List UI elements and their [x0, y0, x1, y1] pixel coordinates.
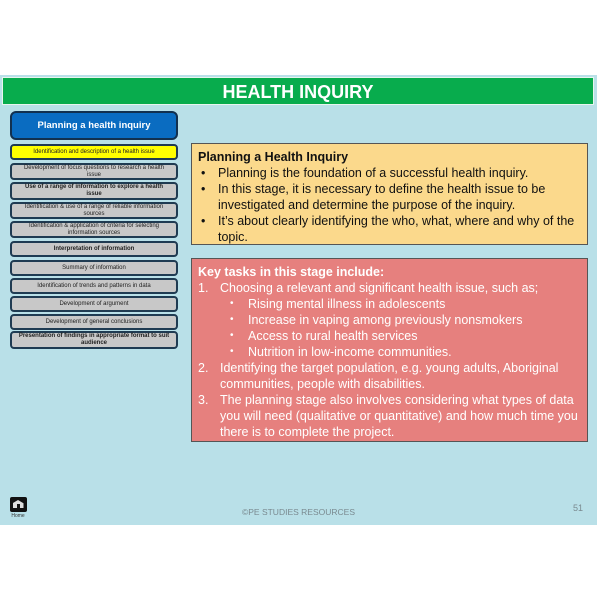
- nav-title-planning[interactable]: Planning a health inquiry: [10, 111, 178, 140]
- page-number: 51: [572, 503, 583, 513]
- nav-step-label: Development of argument: [59, 300, 129, 307]
- planning-info-box: [191, 143, 588, 245]
- planning-bullet: • Planning is the foundation of a successful health inquiry.: [198, 165, 581, 181]
- nav-step-7[interactable]: [10, 260, 178, 276]
- nav-step-2[interactable]: [10, 163, 178, 180]
- home-label: Home: [11, 513, 25, 519]
- key-tasks-box: [191, 258, 588, 442]
- health-issue-example: • Increase in vaping among previously nonsmokers: [198, 312, 581, 328]
- key-task-text: Identifying the target population, e.g. young adults, Aboriginal communities, people with disabilities.: [220, 361, 559, 391]
- key-tasks-title: Key tasks in this stage include:: [198, 265, 385, 279]
- nav-step-label: Identification of trends and patterns in data: [37, 282, 151, 289]
- planning-box-title: Planning a Health Inquiry: [198, 150, 349, 164]
- key-task-text: The planning stage also involves considering what types of data you will need (qualitative or quantitative) and how much time you there is to complete the project.: [220, 393, 578, 439]
- nav-step-4[interactable]: [10, 202, 178, 219]
- health-issue-examples: [198, 296, 581, 360]
- key-tasks-list: [198, 280, 581, 296]
- nav-step-label: Identification & application of criteria for selecting information sources: [28, 222, 160, 236]
- planning-bullets: [198, 165, 581, 245]
- nav-step-8[interactable]: [10, 278, 178, 294]
- nav-step-label: Identification and description of a health issue: [33, 148, 155, 155]
- nav-step-label: Use of a range of information to explore a health issue: [24, 184, 164, 197]
- planning-bullet: • In this stage, it is necessary to define the health issue to be investigated and determine the purpose of the inquiry.: [198, 181, 581, 213]
- nav-step-label: Interpretation of information: [53, 245, 135, 252]
- slide: [0, 75, 597, 525]
- nav-step-10[interactable]: [10, 314, 178, 330]
- nav-step-9[interactable]: [10, 296, 178, 312]
- key-task-item: [198, 392, 581, 440]
- health-issue-example: • Nutrition in low-income communities.: [198, 344, 581, 360]
- nav-step-label: Presentation of findings in appropriate format to suit audience: [18, 333, 170, 346]
- key-task-number: 3.: [198, 393, 209, 407]
- copyright-footer: ©PE STUDIES RESOURCES: [241, 507, 355, 517]
- nav-step-label: Identification & use of a range of reliable information sources: [24, 203, 164, 217]
- health-issue-example: • Rising mental illness in adolescents: [198, 296, 581, 312]
- nav-step-label: Summary of information: [62, 264, 126, 271]
- key-task-number: 1.: [198, 281, 209, 295]
- health-issue-example: • Access to rural health services: [198, 328, 581, 344]
- key-task-item: [198, 360, 581, 392]
- key-task-number: 2.: [198, 361, 209, 375]
- nav-step-6[interactable]: [10, 241, 178, 257]
- slide-header: HEALTH INQUIRY: [2, 77, 594, 105]
- nav-step-1[interactable]: [10, 144, 178, 160]
- key-task-item: [198, 280, 581, 296]
- nav-step-5[interactable]: [10, 221, 178, 238]
- nav-step-label: Development of focus questions to research a health issue: [23, 164, 165, 178]
- nav-step-11[interactable]: [10, 331, 178, 349]
- nav-step-label: Development of general conclusions: [45, 318, 143, 325]
- planning-bullet: • It’s about clearly identifying the who, what, where and why of the topic.: [198, 213, 581, 245]
- nav-step-3[interactable]: [10, 182, 178, 200]
- key-tasks-list-cont: [198, 360, 581, 440]
- key-task-text: Choosing a relevant and significant health issue, such as;: [220, 281, 539, 295]
